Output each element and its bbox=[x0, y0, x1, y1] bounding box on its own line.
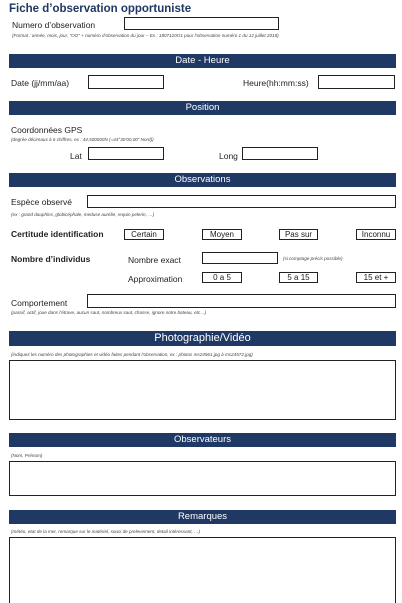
numero-hint: (Format : année, mois, jour, "OO" + numéro d’observation du jour – Ex : 1807120O1 pour l’observation numéro 1 du 12 juillet 2018) bbox=[12, 33, 279, 38]
espece-label: Espèce observé bbox=[11, 197, 72, 207]
remarques-textarea[interactable] bbox=[9, 537, 396, 603]
form-title: Fiche d’observation opportuniste bbox=[9, 3, 192, 15]
comportement-field[interactable] bbox=[87, 294, 396, 308]
observateurs-textarea[interactable] bbox=[9, 461, 396, 496]
date-label: Date (jj/mm/aa) bbox=[11, 78, 70, 88]
approx-label: Approximation bbox=[128, 274, 183, 284]
section-observations: Observations bbox=[9, 173, 396, 187]
lat-label: Lat bbox=[70, 151, 82, 161]
numero-label: Numero d’observation bbox=[12, 20, 96, 30]
observateurs-hint: (Nom, Prénom) bbox=[11, 453, 43, 458]
comportement-label: Comportement bbox=[11, 298, 68, 308]
nombre-label: Nombre d’individus bbox=[11, 254, 91, 264]
heure-field[interactable] bbox=[318, 75, 395, 89]
approx-option-5-15[interactable]: 5 a 15 bbox=[279, 272, 318, 283]
section-photographie: Photographie/Vidéo bbox=[9, 331, 396, 346]
photographie-textarea[interactable] bbox=[9, 360, 396, 420]
certitude-option-moyen[interactable]: Moyen bbox=[202, 229, 242, 240]
nombre-exact-field[interactable] bbox=[202, 252, 278, 264]
section-position: Position bbox=[9, 101, 396, 115]
certitude-option-inconnu[interactable]: Inconnu bbox=[356, 229, 396, 240]
coords-label: Coordonnées GPS bbox=[11, 125, 83, 135]
photographie-hint: (indiquez les numéro des photographies et vidéo faites pendant l’observation, ex : photos ms24561.jpg à ms24572.jpg) bbox=[11, 352, 253, 357]
espece-field[interactable] bbox=[87, 195, 396, 208]
section-remarques: Remarques bbox=[9, 510, 396, 524]
section-observateurs: Observateurs bbox=[9, 433, 396, 447]
espece-hint: (ex : grand dauphins, globicéphale, meduse aurélie, requin pelerin, …) bbox=[11, 212, 155, 217]
date-field[interactable] bbox=[88, 75, 164, 89]
approx-option-15-plus[interactable]: 15 et + bbox=[356, 272, 396, 283]
numero-field[interactable] bbox=[124, 17, 279, 30]
long-field[interactable] bbox=[242, 147, 318, 160]
nombre-exact-label: Nombre exact bbox=[128, 255, 181, 265]
certitude-option-certain[interactable]: Certain bbox=[124, 229, 164, 240]
remarques-hint: (météo, etat de la mer, remarque sur le matériel, souci de prelevement, detail intéressant, …) bbox=[11, 529, 201, 534]
coords-hint: (degrée décimaux à 6 chiffres, ex : 44,500000N (=44°30’00,00” Nord)) bbox=[11, 137, 154, 142]
approx-option-0-5[interactable]: 0 a 5 bbox=[202, 272, 242, 283]
heure-label: Heure(hh:mm:ss) bbox=[243, 78, 309, 88]
long-label: Long bbox=[219, 151, 238, 161]
certitude-label: Certitude identification bbox=[11, 229, 104, 239]
certitude-option-pas-sur[interactable]: Pas sur bbox=[279, 229, 318, 240]
nombre-exact-hint: (si comptage précis possible) bbox=[283, 256, 343, 261]
section-date-heure: Date - Heure bbox=[9, 54, 396, 68]
lat-field[interactable] bbox=[88, 147, 164, 160]
comportement-hint: (passif, actif, joue dans l’étrave, aucun saut, nombreux saut, chasse, ignore notre bateau, etc…) bbox=[11, 310, 207, 315]
